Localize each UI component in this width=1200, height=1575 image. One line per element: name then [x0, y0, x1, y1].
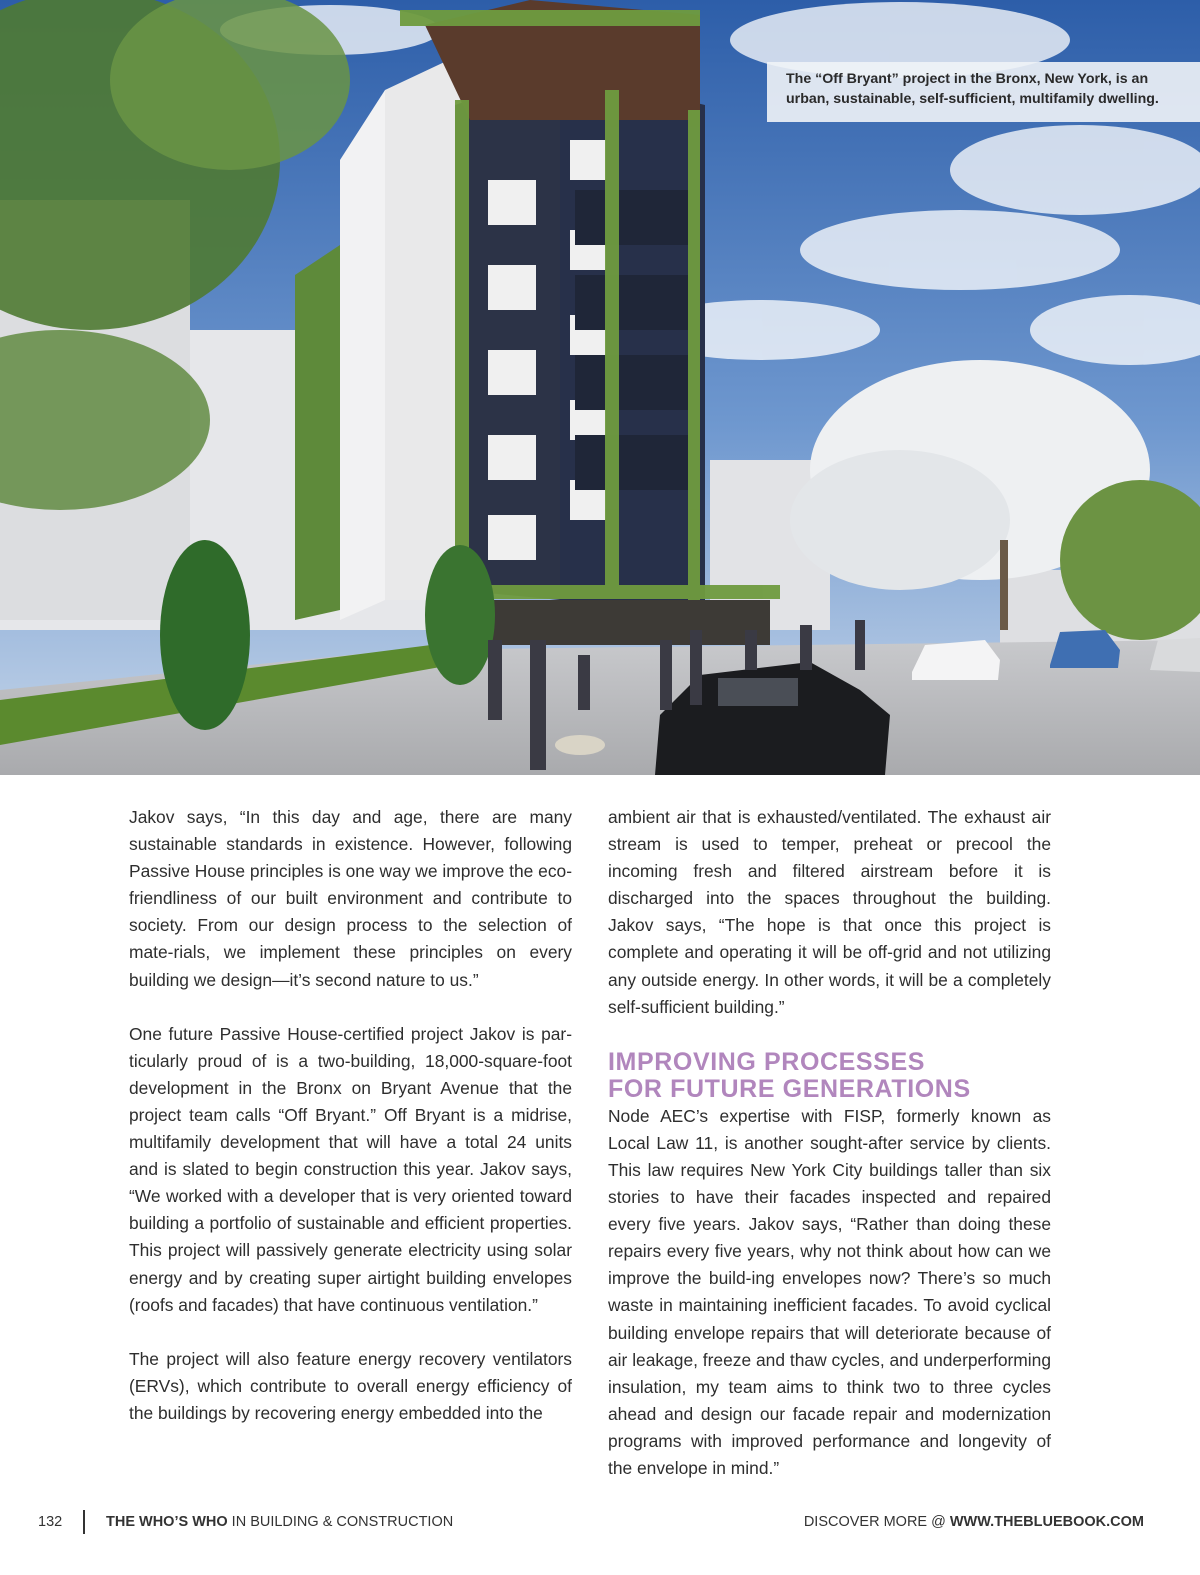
article-column-right [608, 804, 1051, 1482]
website-link[interactable]: WWW.THEBLUEBOOK.COM [949, 1514, 1144, 1530]
publication-name [106, 1514, 453, 1530]
photo-caption [767, 62, 1200, 122]
body-paragraph: Node AEC’s expertise with FISP, formerly known as Local Law 11, is another sought-after service by clients. This law requires New York City buildings taller than six stories to have their facades inspected and repaired every five years. Jakov says, “Rather than doing these repairs every five years, why not think about how can we improve the build-ing envelopes now? There’s so much waste in maintaining inefficient facades. To avoid cyclical building envelope repairs that will deteriorate because of air leakage, freeze and thaw cycles, and underperforming insulation, my team aims to think two to three cycles ahead and design our facade repair and modernization programs with improved performance and longevity of the envelope in mind.” [608, 1105, 1051, 1478]
publication-name-rest: IN BUILDING & CONSTRUCTION [227, 1514, 454, 1530]
publication-name-bold: THE WHO’S WHO [106, 1514, 228, 1530]
page-footer [0, 1505, 1200, 1541]
discover-label: DISCOVER MORE @ [803, 1514, 950, 1530]
body-paragraph: Jakov says, “In this day and age, there are many sustainable standards in existence. However, following Passive House principles is one way we improve the eco-friendliness of our built environment and contribute to society. From our design process to the selection of mate-rials, we implement these principles on every building we design—it’s second nature to us.” [129, 807, 572, 990]
body-paragraph: ambient air that is exhausted/ventilated. The exhaust air stream is used to temper, preheat or precool the incoming fresh and filtered airstream before it is discharged into the spaces throughout the building. Jakov says, “The hope is that once this project is complete and operating it will be off-grid and not utilizing any outside energy. In other words, it will be a completely self-sufficient building.” [608, 807, 1051, 1017]
footer-divider [83, 1510, 85, 1534]
green-wall-left [295, 245, 340, 620]
caption-line-1: The “Off Bryant” project in the Bronx, New York, is an [786, 71, 1149, 87]
discover-more [804, 1514, 1144, 1530]
hero-rendering [0, 0, 1200, 775]
section-heading-line-1: IMPROVING PROCESSES [608, 1047, 926, 1076]
section-heading [608, 1049, 1051, 1103]
body-paragraph: One future Passive House-certified project Jakov is par-ticularly proud of is a two-building, 18,000-square-foot development in the Bronx on Bryant Avenue that the project team calls “Off Bryant.” Off Bryant is a midrise, multifamily development that will have a total 24 units and is slated to begin construction this year. Jakov says, “We worked with a developer that is very oriented toward building a portfolio of sustainable and efficient properties. This project will passively generate electricity using solar energy and by creating super airtight building envelopes (roofs and facades) that have continuous ventilation.” [129, 1023, 572, 1315]
article-column-left [129, 804, 572, 1427]
section-heading-line-2: FOR FUTURE GENERATIONS [608, 1074, 971, 1103]
caption-line-2: urban, sustainable, self-sufficient, multifamily dwelling. [786, 90, 1159, 107]
page-number: 132 [38, 1514, 63, 1530]
body-paragraph: The project will also feature energy recovery ventilators (ERVs), which contribute to overall energy efficiency of the buildings by recovering energy embedded into the [129, 1348, 572, 1423]
